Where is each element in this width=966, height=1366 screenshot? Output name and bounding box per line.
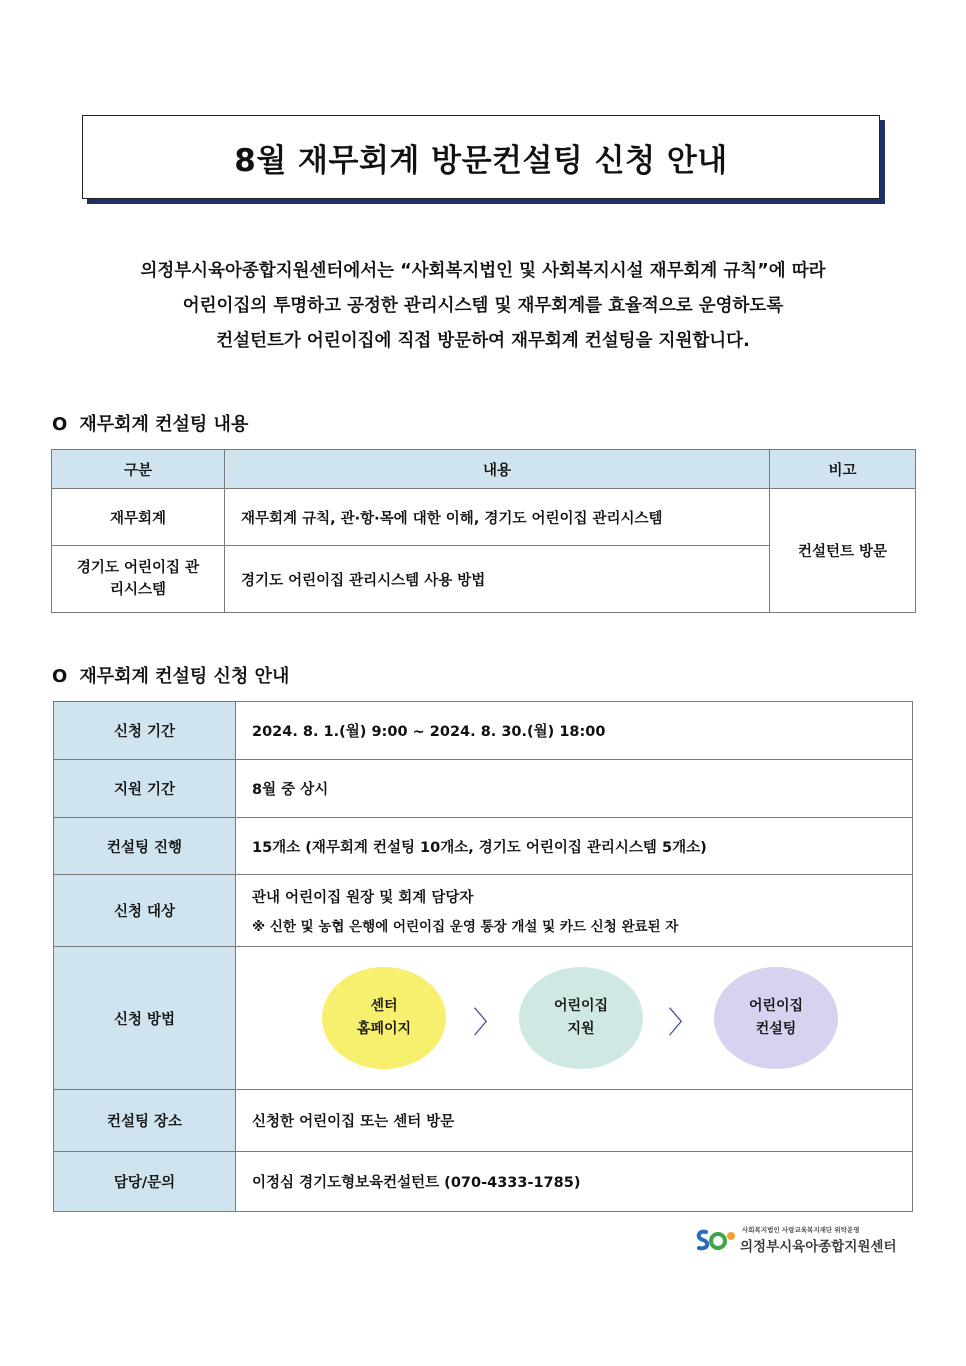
content-table [51, 449, 916, 613]
row-label: 컨설팅 장소 [54, 1090, 236, 1152]
step-label: 컨설팅 [755, 1021, 797, 1037]
step-label: 지원 [567, 1021, 595, 1037]
center-logo-icon [694, 1226, 738, 1252]
center-logo [694, 1222, 914, 1254]
section-title-text: 재무회계 컨설팅 내용 [79, 414, 249, 435]
table-header: 비고 [770, 450, 916, 489]
logo-subtitle: 사회복지법인 사랑교육복지재단 위탁운영 [742, 1226, 860, 1234]
intro-line: 어린이집의 투명하고 공정한 관리시스템 및 재무회계를 효율적으로 운영하도록 [182, 296, 784, 316]
row-value: 신청한 어린이집 또는 센터 방문 [236, 1090, 913, 1152]
table-cell-category: 재무회계 [52, 489, 225, 546]
step-label: 어린이집 [748, 998, 804, 1014]
step-label: 어린이집 [553, 998, 609, 1014]
row-label: 담당/문의 [54, 1152, 236, 1212]
table-header: 구분 [52, 450, 225, 489]
section-title-apply [52, 662, 289, 688]
row-value-flow [236, 947, 913, 1090]
row-value: 2024. 8. 1.(월) 9:00 ~ 2024. 8. 30.(월) 18:00 [236, 702, 913, 760]
table-header: 내용 [225, 450, 770, 489]
target-note: ※ 신한 및 농협 은행에 어린이집 운영 통장 개설 및 카드 신청 완료된 자 [252, 919, 679, 935]
step-label: 홈페이지 [356, 1021, 412, 1037]
row-value: 이정심 경기도형보육컨설턴트 (070-4333-1785) [236, 1152, 913, 1212]
intro-text [60, 254, 906, 359]
chevron-right-icon: 〉 [473, 1006, 503, 1041]
circle-bullet-icon: O [52, 414, 68, 435]
table-cell-note: 컨설턴트 방문 [770, 489, 916, 613]
intro-line: 의정부시육아종합지원센터에서는 “사회복지법인 및 사회복지시설 재무회계 규칙”에 따라 [140, 261, 826, 281]
table-cell-content: 경기도 어린이집 관리시스템 사용 방법 [225, 546, 770, 613]
row-label: 신청 방법 [54, 947, 236, 1090]
table-cell-category: 경기도 어린이집 관리시스템 [52, 546, 225, 613]
step-circle [322, 967, 446, 1069]
circle-bullet-icon: O [52, 666, 68, 687]
logo-name: 의정부시육아종합지원센터 [740, 1239, 897, 1255]
section-title-text: 재무회계 컨설팅 신청 안내 [79, 666, 290, 687]
row-value: 8월 중 상시 [236, 760, 913, 818]
page-title: 8월 재무회계 방문컨설팅 신청 안내 [234, 142, 728, 179]
intro-line: 컨설턴트가 어린이집에 직접 방문하여 재무회계 컨설팅을 지원합니다. [216, 331, 750, 351]
row-label: 지원 기간 [54, 760, 236, 818]
row-label: 신청 대상 [54, 875, 236, 947]
step-circle [714, 967, 838, 1069]
title-box [82, 115, 880, 199]
row-value [236, 875, 913, 947]
apply-table [53, 701, 913, 1212]
chevron-right-icon: 〉 [668, 1006, 698, 1041]
table-cell-content: 재무회계 규칙, 관·항·목에 대한 이해, 경기도 어린이집 관리시스템 [225, 489, 770, 546]
row-label: 신청 기간 [54, 702, 236, 760]
application-flow [236, 948, 912, 1088]
section-title-content [52, 410, 248, 436]
target-text: 관내 어린이집 원장 및 회계 담당자 [252, 890, 474, 906]
row-value: 15개소 (재무회계 컨설팅 10개소, 경기도 어린이집 관리시스템 5개소) [236, 818, 913, 875]
step-circle [519, 967, 643, 1069]
step-label: 센터 [370, 998, 398, 1014]
row-label: 컨설팅 진행 [54, 818, 236, 875]
